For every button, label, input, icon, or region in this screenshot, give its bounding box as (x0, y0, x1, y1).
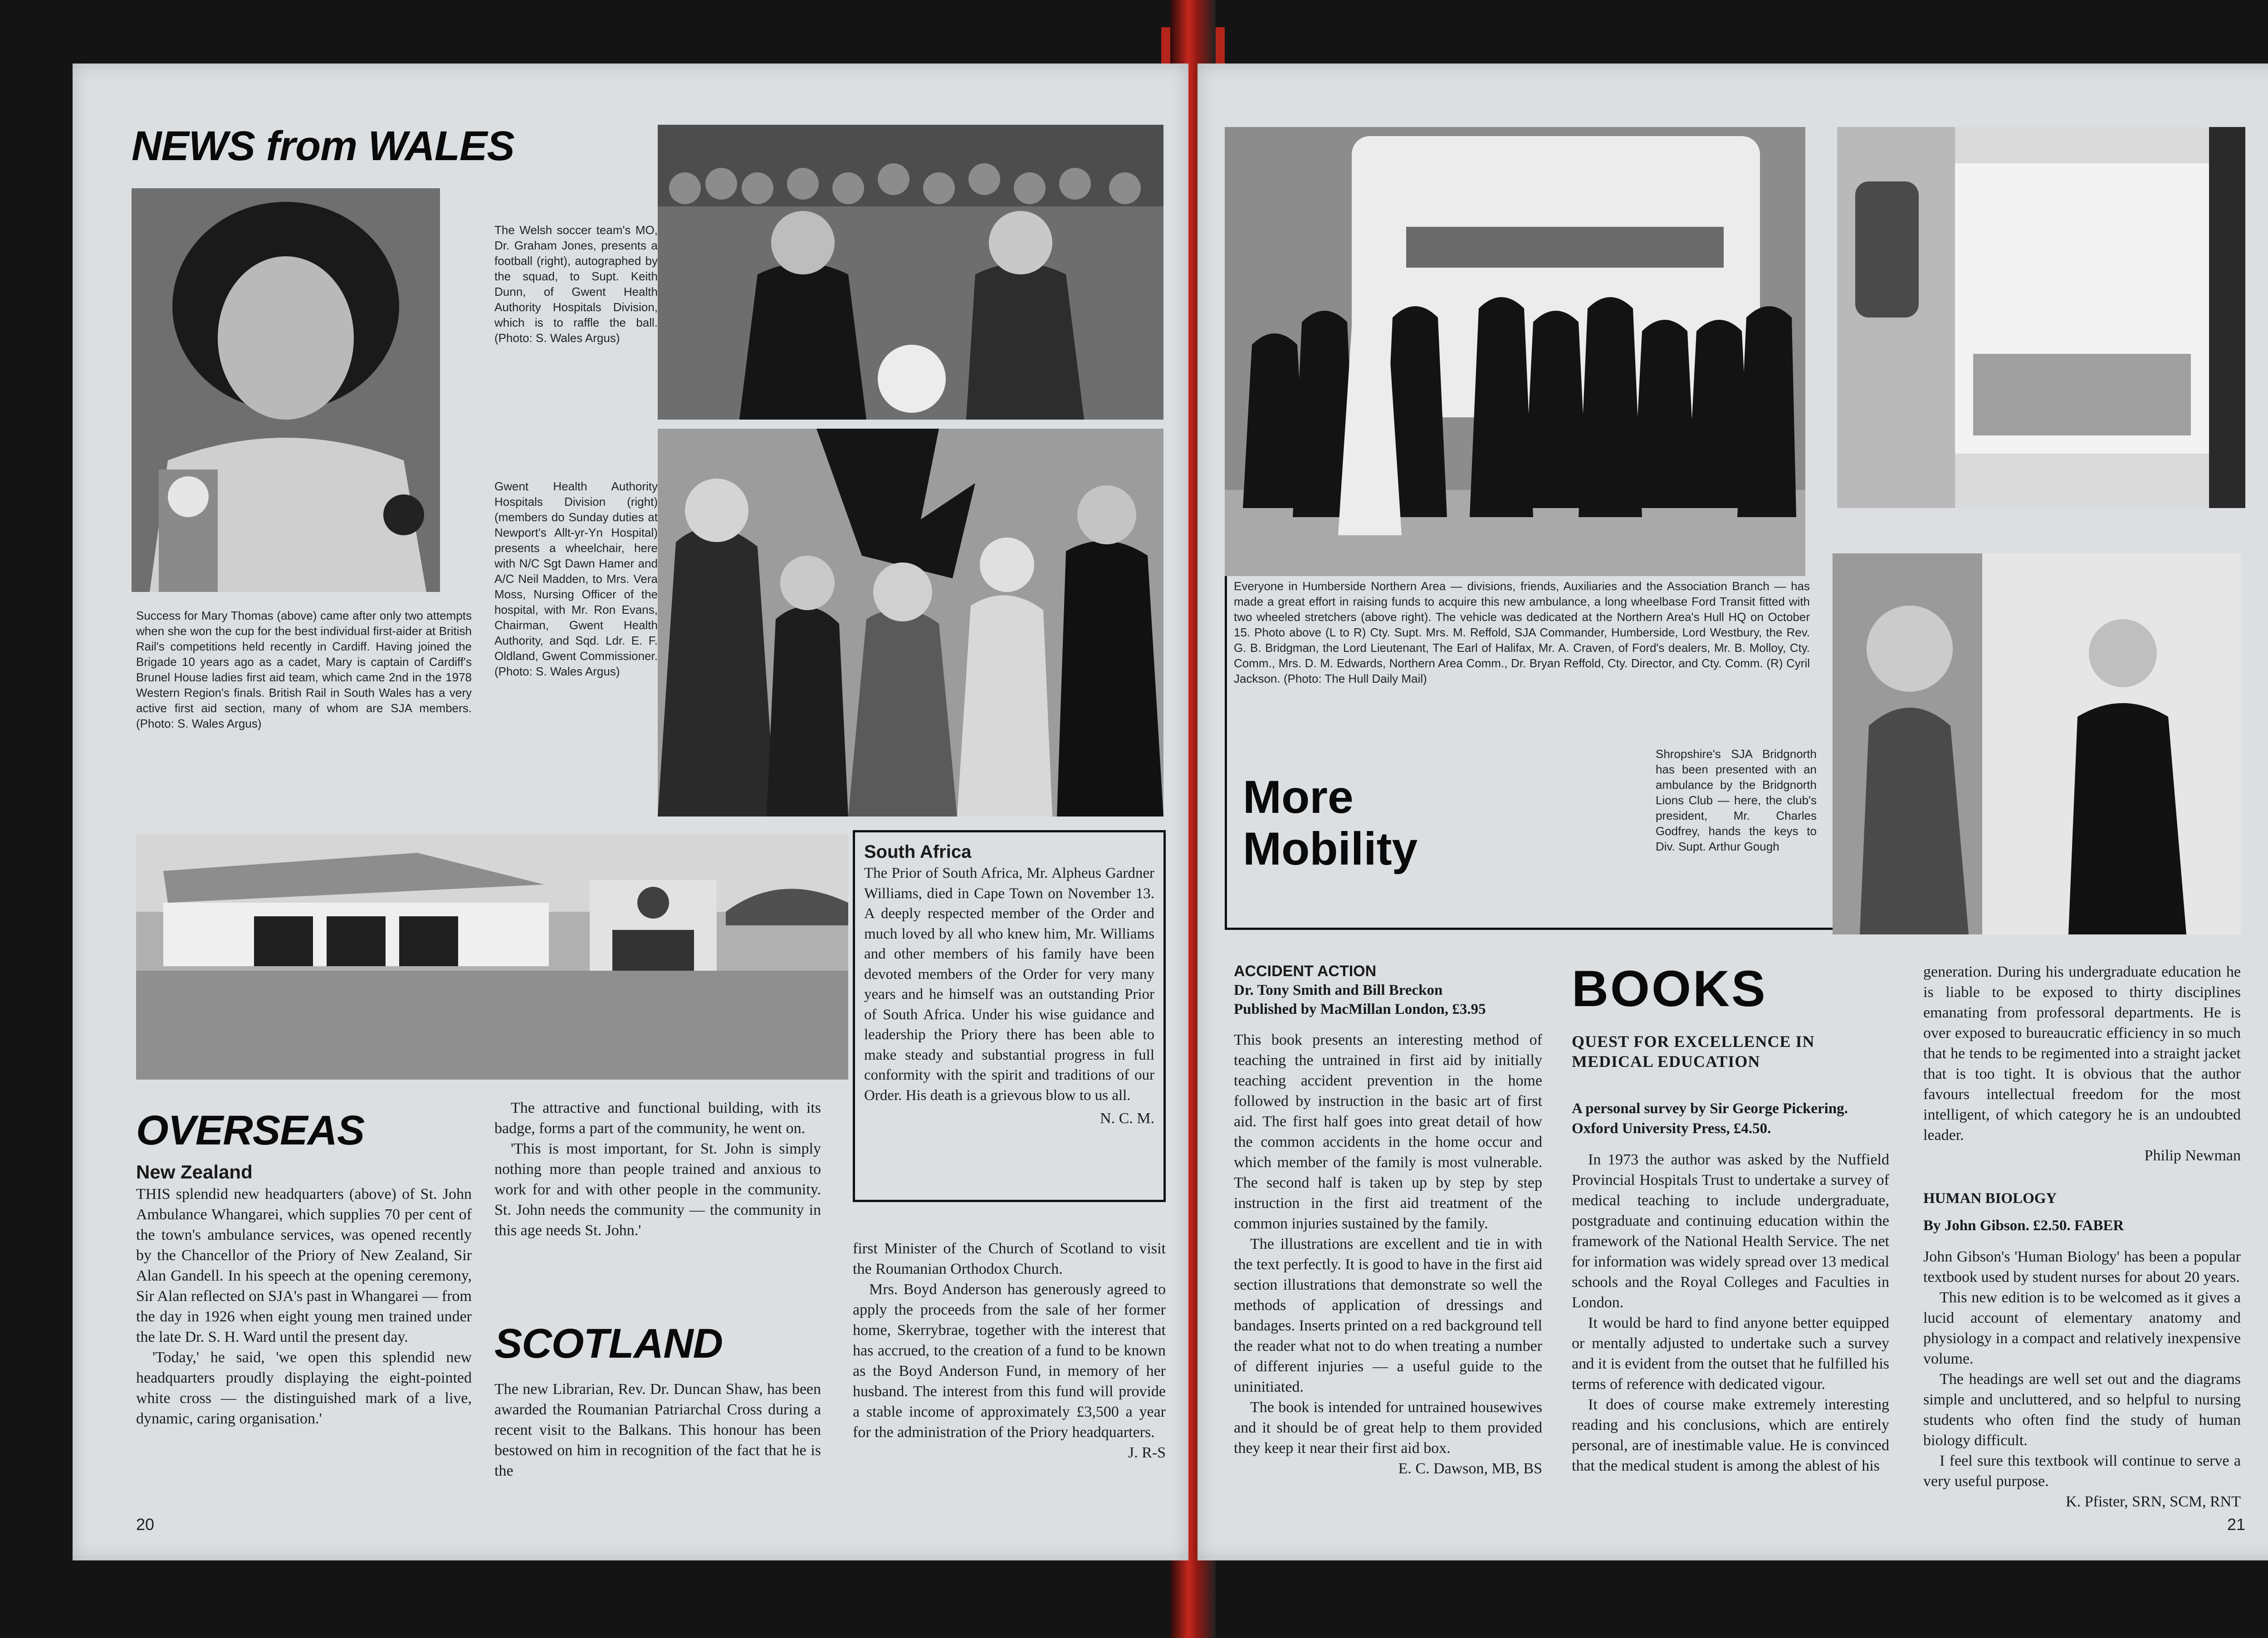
accident-action-title: ACCIDENT ACTION (1234, 963, 1377, 980)
scotland-headline: SCOTLAND (494, 1320, 723, 1367)
quest-title: QUEST FOR EXCELLENCE IN MEDICAL EDUCATION (1572, 1032, 1815, 1071)
south-africa-body: The Prior of South Africa, Mr. Alpheus Gardner Williams, died in Cape Town on November 13. A deeply respected member of the Order and much loved by all who knew him, Mr. Williams and other members of his family have been devoted members of the Order for very many years and he himself was an outstanding Prior of South Africa. Under his wise guidance and leadership the Priory there has been able to make steady and substantial progress in full conformity with the spirit and traditions of our Order. His death is a grievous blow to us all. (864, 865, 1154, 1104)
quest-p3: It does of course make extremely interesting reading and his conclusions, which are entirely personal, are of inestimable value. He is convinced that the medical student is among the ablest of his (1572, 1396, 1889, 1474)
caption-shropshire: Shropshire's SJA Bridgnorth has been presented with an ambulance by the Bridgnorth Lions Club — here, the club's president, Mr. Charles Godfrey, hands the keys to Div. Supt. Arthur Gough (1656, 747, 1817, 853)
hb-p1: John Gibson's 'Human Biology' has been a popular textbook used by student nurses for about 20 years. (1923, 1248, 2241, 1286)
overseas-column-2 (494, 1098, 821, 1241)
south-africa-box (853, 830, 1166, 1202)
overseas-headline: OVERSEAS (136, 1107, 365, 1154)
accident-action-publisher: Published by MacMillan London, £3.95 (1234, 1001, 1486, 1017)
accident-p3: The book is intended for untrained housewives and it should be of great help to them provided they keep it near their first aid box. (1234, 1399, 1542, 1457)
photo-wheelchair-presentation (658, 429, 1163, 817)
hb-p2: This new edition is to be welcomed as it gives a lucid account of elementary anatomy and physiology in a compact and relatively inexpensive volume. (1923, 1289, 2241, 1367)
accident-action-authors: Dr. Tony Smith and Bill Breckon (1234, 982, 1443, 998)
photo-soccer-ball (658, 125, 1163, 420)
quest-p2: It would be hard to find anyone better equipped or mentally adjusted to undertake such a survey and it is evident from the outset that he fulfilled his terms of reference with dedicated vigour. (1572, 1315, 1889, 1393)
books-headline: BOOKS (1572, 960, 1767, 1017)
scotland-p1: The new Librarian, Rev. Dr. Duncan Shaw, has been awarded the Roumanian Patriarchal Cross during a recent visit to the Balkans. This honour has been bestowed on him in recognition of the fact that he is the (494, 1381, 821, 1479)
overseas-p3: The attractive and functional building, with its badge, forms a part of the community, he went on. (494, 1100, 821, 1137)
overseas-p2: 'Today,' he said, 'we open this splendid new headquarters proudly displaying the eight-pointed white cross — the distinguished mark of a live, dynamic, caring organisation.' (136, 1349, 472, 1427)
human-biology-subtitle: By John Gibson. £2.50. FABER (1923, 1217, 2124, 1234)
photo-mary-thomas (132, 188, 440, 592)
page-number-right: 21 (2227, 1515, 2246, 1534)
photo-bridgnorth-keys (1833, 553, 2241, 934)
photo-ambulance-interior (1837, 127, 2245, 508)
caption-mary-thomas: Success for Mary Thomas (above) came after only two attempts when she won the cup for the best individual first-aider at British Rail's competitions held recently in Cardiff. Having joined the Brigade 10 years ago as a cadet, Mary is captain of Cardiff's Brunel House ladies first aid team, which came 2nd in the 1978 Western Region's finals. British Rail in South Wales has a very active first aid section, many of whom are SJA members. (Photo: S. Wales Argus) (136, 609, 472, 730)
hb-signoff: K. Pfister, SRN, SCM, RNT (2066, 1493, 2241, 1510)
accident-p2: The illustrations are excellent and tie in with the text perfectly. It is good to have in the first aid section illustrations that demonstrate so well the methods of application of dressings and bandages. Inserts printed on a red background tell the reader what not to do when treating a number of different injuries — a useful guide to the uninitiated. (1234, 1236, 1542, 1395)
overseas-p1: THIS splendid new headquarters (above) of St. John Ambulance Whangarei, which supplies 70 per cent of the town's ambulance services, was opened recently by the Chancellor of the Priory of New Zealand, Sir Alan Gandell. In his speech at the opening ceremony, Sir Alan reflected on SJA's past in Whangarei — from the day in 1926 when eight young men trained under the late Dr. S. H. Ward until the present day. (136, 1186, 472, 1345)
news-from-wales-headline: NEWS from WALES (132, 123, 514, 169)
quest-subtitle: A personal survey by Sir George Pickering. Oxford University Press, £4.50. (1572, 1100, 1848, 1137)
scotland-p3: Mrs. Boyd Anderson has generously agreed to apply the proceeds from the sale of her former home, Skerrybrae, together with the interest that has accrued, to the creation of a fund to be known as the Boyd Anderson Fund, in memory of her husband. The interest from this fund will provide a stable income of approximately £3,500 a year for the administration of the Priory headquarters. (853, 1281, 1166, 1441)
hb-p4: I feel sure this textbook will continue to serve a very useful purpose. (1923, 1452, 2241, 1490)
photo-whangarei-headquarters (136, 835, 848, 1080)
scotland-p2: first Minister of the Church of Scotland to visit the Roumanian Orthodox Church. (853, 1240, 1166, 1277)
overseas-p4: 'This is most important, for St. John is simply nothing more than people trained and anxious to work for and with other people in the community. St. John needs the community — the community in this age needs St. John.' (494, 1140, 821, 1239)
books-column (1572, 962, 1889, 1476)
more-mobility-headline: More Mobility (1243, 771, 1418, 875)
books-column-2 (1923, 962, 2241, 1512)
page-right (1198, 64, 2268, 1560)
quest-p4: generation. During his undergraduate education he is liable to be exposed to thirty disciplines emanating from professoral departments. He is over exposed to bureaucratic efficiency in so much that he tends to be regimented into a straight jacket that is too tight. It is obvious that the author favours intellectual freedom for the most intelligent, of which category he is an undoubted leader. (1923, 963, 2241, 1144)
scotland-column-1 (494, 1379, 821, 1481)
accident-action-review (1234, 962, 1542, 1479)
caption-gwent: Gwent Health Authority Hospitals Division (right) (members do Sunday duties at Newport's Allt-yr-Yn Hospital) presents a wheelchair, here with N/C Sgt Dawn Hamer and A/C Neil Madden, to Mrs. Vera Moss, Nursing Officer of the hospital, with Mr. Ron Evans, Chairman, Gwent Health Authority, and Sqd. Ldr. E. F. Oldland, Gwent Commissioner. (Photo: S. Wales Argus) (494, 479, 658, 678)
caption-humberside: Everyone in Humberside Northern Area — divisions, friends, Auxiliaries and the Association Branch — has made a great effort in raising funds to acquire this new ambulance, a long wheelbase Ford Transit fitted with two wheeled stretchers (above right). The vehicle was dedicated at the Northern Area's Hull HQ on October 15. Photo above (L to R) Cty. Supt. Mrs. M. Reffold, SJA Commander, Humberside, Lord Westbury, the Rev. G. B. Bridgman, the Lord Lieutenant, The Earl of Halifax, Mr. A. Craven, of Ford's dealers, Mr. B. Molloy, Cty. Comm., Mrs. D. M. Edwards, Northern Area Comm., Dr. Bryan Reffold, Cty. Director, and Cty. Comm. (R) Cyril Jackson. (Photo: The Hull Daily Mail) (1234, 579, 1810, 685)
page-number-left: 20 (136, 1515, 155, 1534)
quest-signoff: Philip Newman (2144, 1147, 2241, 1164)
photo-humberside-ambulance-dedication (1225, 127, 1805, 576)
scotland-signoff: J. R-S (1128, 1444, 1166, 1461)
caption-soccer: The Welsh soccer team's MO, Dr. Graham Jones, presents a football (right), autographed by the squad, to Supt. Keith Dunn, of Gwent Health Authority Hospitals Division, which is to raffle the ball. (Photo: S. Wales Argus) (494, 223, 658, 345)
overseas-column-1 (136, 1184, 472, 1429)
page-left (73, 64, 1188, 1560)
accident-p1: This book presents an interesting method of teaching the untrained in first aid by initially teaching accident prevention in the home followed by instruction in the basic art of first aid. The first half goes into great detail of how the common accidents in the home occur and which member of the family is most vulnerable. The second half is taken up by step by step instruction in the first aid treatment of the common injuries sustained by the family. (1234, 1032, 1542, 1232)
south-africa-signoff: N. C. M. (1100, 1110, 1154, 1127)
scotland-column-2 (853, 1238, 1166, 1463)
quest-p1: In 1973 the author was asked by the Nuffield Provincial Hospitals Trust to undertake a survey of medical teaching to include undergraduate, postgraduate and continuing education within the framework of the National Health Service. The net for information was widely spread over 13 medical schools and the Royal Colleges and Faculties in London. (1572, 1151, 1889, 1311)
south-africa-title: South Africa (864, 842, 972, 862)
accident-signoff: E. C. Dawson, MB, BS (1398, 1460, 1542, 1477)
new-zealand-subhead: New Zealand (136, 1161, 253, 1183)
hb-p3: The headings are well set out and the diagrams simple and uncluttered, and so helpful to nursing students who often find the study of human biology difficult. (1923, 1371, 2241, 1449)
human-biology-title: HUMAN BIOLOGY (1923, 1190, 2057, 1207)
